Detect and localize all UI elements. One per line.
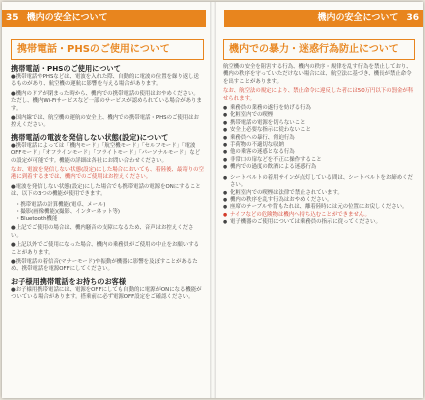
right-content [223,39,415,230]
page-number: 36 [406,13,419,23]
list-item: ● シートベルトの着用サインが点灯している間は、シートベルトをお締めください。 [223,175,415,190]
list-item-warning: ● ナイフなどの危険物は機内へ持ち込むことができません。 [223,212,415,219]
subheading: お子様用携帯電話をお持ちのお客様 [11,276,127,286]
intro-paragraph: 航空機の安全を阻害する行為、機内の秩序・規律を乱す行為を禁止しており、機内の秩序を守っていただけない場合には、航空法に基づき、機長が禁止命令を出すことがあります。 [223,64,412,85]
paragraph: ●機内のドアが閉まった時から、機内での携帯電話の使用はおやめください。ただし、機内Wi-Fiサービスなど一部のサービスが認められている場合があります。 [11,90,202,112]
left-page-header [2,10,206,27]
feature-list [15,202,204,224]
page-heading-box: 機内での暴力・迷惑行為防止について [223,39,415,60]
list-item: ● 他の乗客の迷惑となる行為 [223,149,415,156]
list-item: ● 乗務員への暴行、脅迫行為 [223,135,415,142]
paragraph: ●お子様用携帯電話には、電源をOFFにしても自動的に電源がONになる機能がついている場合があります。搭乗前に必ず電源OFF設定をご確認ください。 [11,286,202,301]
list-item: ● 非常口の扉などを不正に操作すること [223,157,415,164]
prohibited-acts-list [223,105,415,172]
list-item: ● 安全上必要な指示に従わないこと [223,127,415,134]
right-page [216,2,423,398]
section-title: 機内の安全について [317,13,399,23]
feature-item: ・撮影(画像機能)(撮影、インターネット等) [15,208,120,215]
paragraph: ●携帯電話やPHSなどは、電波を入れた際、自動的に電波の位置を繰り返し送るものがあり、航空機の運航に影響を与える場合があります。 [11,74,199,88]
paragraph: ●携帯電話によっては「機内モード」「航空機モード」「セルフモード」「電波OFFモード」「オフラインモード」「フライトモード」「パーソナルモード」などの設定が可能です。機能の詳細は各社にお問い合わせください。 [11,142,201,164]
subheading: 携帯電話の電波を発信しない状態(設定)について [11,132,169,142]
list-item: ● 機内の秩序を乱す行為はおやめください。 [223,197,415,204]
paragraph: ●携帯電話の着信音(マナーモード)や振動が機器に影響を及ぼすことがあるため、携帯電話を電源OFFにしてください。 [11,258,198,273]
list-item: ● 化粧室内での喫煙は法律で禁止されています。 [223,190,415,197]
list-item: ● 電子機器のご使用については乗務員の指示に従ってください。 [223,219,415,226]
paragraph: ●国内線では、航空機の運航の安全上、機内での携帯電話・PHSのご使用はお控えください。 [11,115,199,129]
feature-item: ・携帯電話の計算機能(電卓、メール) [15,201,106,208]
warning-paragraph: なお、電波を発信しない状態(設定)にした場合においても、着陸後、最寄りの空港に到着するまでは、機内でのご使用はお控えください。 [11,167,204,181]
page-heading-box: 携帯電話・PHSのご使用について [11,39,204,60]
page-number: 35 [6,13,19,23]
warning-paragraph: なお、航空法の規定により、禁止命令に違反した者には50万円以下の罰金が科せられます。 [223,88,414,102]
left-content [11,39,204,304]
list-item: ● 手荷物の不適切な収納 [223,142,415,149]
paragraph: ●電波を発信しない状態(設定)にした場合でも携帯電話の電源をONにすることは、以下の3つの機能が使用できます。 [11,183,201,198]
list-item: ● 機内での過度の飲酒による迷惑行為 [223,164,415,171]
subheading: 携帯電話・PHSのご使用について [11,64,121,73]
list-item: ● 座席のテーブルや背もたれは、離着陸時には元の位置にお戻しください。 [223,204,415,211]
left-page [2,2,210,398]
safety-notes-list [223,175,415,227]
section-title: 機内の安全について [26,13,108,23]
list-item: ● 携帯電話の電源を切らないこと [223,120,415,127]
booklet-spread [2,2,423,398]
list-item: ● 化粧室内での喫煙 [223,112,415,119]
right-page-header [224,10,423,27]
feature-item: ・Bluetooth機能 [15,216,58,223]
list-item: ● 乗務員の業務の遂行を妨げる行為 [223,105,415,112]
paragraph: ●上記以外でご使用になった場合、機内の乗務員がご使用の中止をお願いすることがあります。 [11,242,199,256]
paragraph: ●上記でご使用の場合は、機内騒音の支障になるため、音声はお控えください。 [11,225,194,239]
